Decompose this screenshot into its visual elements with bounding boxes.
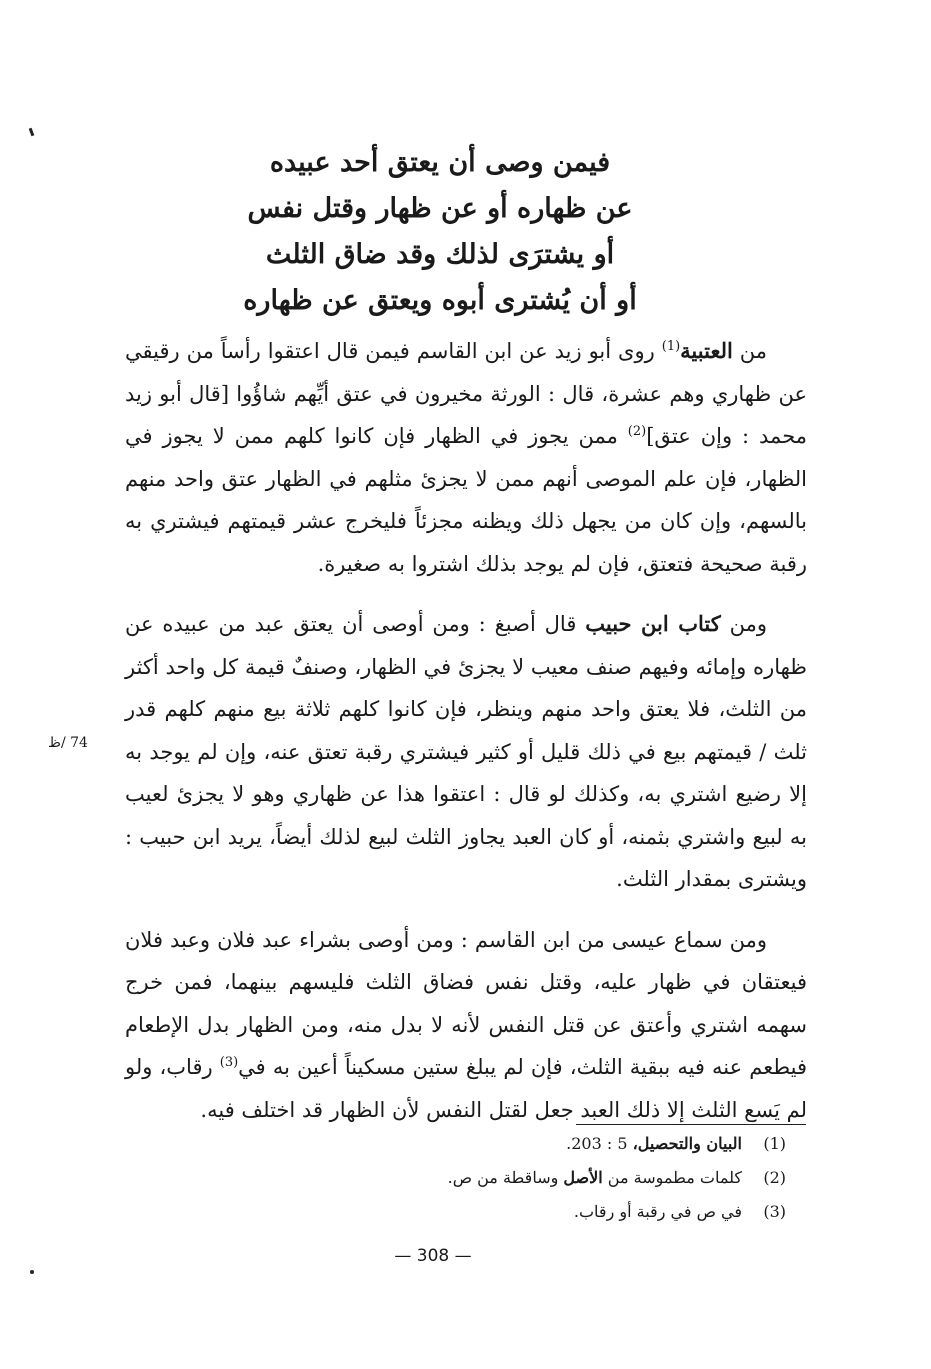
footnote-number: (2) xyxy=(763,1168,786,1187)
stray-mark-bottom xyxy=(30,1270,34,1274)
paragraph-2-lead: ومن xyxy=(720,612,767,636)
page-number: — 308 — xyxy=(394,1246,472,1266)
manuscript-folio-note: 74 /ظ xyxy=(48,735,88,751)
footnote-ref-3: (3) xyxy=(219,1055,239,1070)
paragraph-3-text-b: رقاب، ولو لم يَسع الثلث إلا ذلك العبد جعل لقتل النفس لأن الظهار قد اختلف فيه. xyxy=(125,1055,807,1122)
footnote-source-title: البيان والتحصيل، xyxy=(632,1134,742,1153)
footnote-ref-2: (2) xyxy=(627,424,647,439)
footnote-ref-1: (1) xyxy=(661,339,681,354)
paragraph-1-text-b: ممن يجوز في الظهار فإن كانوا كلهم ممن لا يجوز في الظهار، فإن علم الموصى أنهم ممن لا يجزئ مثلهم في الظهار عتق واحد منهم بالسهم، وإن كان من يجهل ذلك ويظنه مجزئاً فليخرج عشر قيمتهم فيشتري به رقبة صحيحة فتعتق، فإن لم يوجد بذلك اشتروا به صغيرة. xyxy=(125,424,807,576)
footnote-text-before: كلمات مطموسة من xyxy=(602,1168,742,1187)
heading-line-3: أو يشترَى لذلك وقد ضاق الثلث xyxy=(265,239,615,270)
paragraph-3 xyxy=(125,919,807,1132)
paragraph-1-lead: من xyxy=(732,339,767,363)
source-name-ibn-habib: كتاب ابن حبيب xyxy=(585,611,721,636)
footnote-text xyxy=(448,1168,742,1187)
footnote-2 xyxy=(300,1168,786,1202)
heading-line-1: فيمن وصى أن يعتق أحد عبيده xyxy=(269,147,611,178)
footnote-1 xyxy=(300,1134,786,1168)
heading-line-2: عن ظهاره أو عن ظهار وقتل نفس xyxy=(247,193,633,224)
footnote-text xyxy=(566,1134,742,1153)
paragraph-1-text-a: روى أبو زيد عن ابن القاسم فيمن قال اعتقوا رأساً من رقيقي عن ظهاري وهم عشرة، قال : الورثة مخيرون في عتق أيِّهم شاؤُوا [قال أبو زيد محمد : وإن عتق] xyxy=(125,339,807,448)
section-heading xyxy=(240,140,640,324)
stray-mark-top xyxy=(29,128,35,137)
footnote-bold-term: الأصل xyxy=(563,1168,603,1187)
paragraph-2-text: قال أصبغ : ومن أوصى أن يعتق عبد من عبيده عن ظهاره وإمائه وفيهم صنف معيب لا يجزئ في الظهار، وصنفٌ قيمة كل واحد أكثر من الثلث، فلا يعتق واحد منهم وينظر، فإن كانوا كلهم ثلاثة بيع منهم كلهم قدر ثلث / قيمتهم بيع في ذلك قليل أو كثير فيشتري رقبة تعتق عنه، وإن لم يوجد به إلا رضيع اشتري به، وكذلك لو قال : اعتقوا هذا عن ظهاري وهو لا يجزئ لعيب به لبيع واشتري بثمنه، أو كان العبد يجاوز الثلث لبيع لذلك أيضاً، يريد ابن حبيب : ويشترى بمقدار الثلث. xyxy=(125,612,807,891)
source-name-utbiyya: العتبية xyxy=(680,338,733,363)
paragraph-2 xyxy=(125,603,807,901)
footnotes xyxy=(300,1134,786,1236)
heading-line-4: أو أن يُشترى أبوه ويعتق عن ظهاره xyxy=(243,285,637,316)
footnote-text-after: وساقطة من ص. xyxy=(447,1168,564,1187)
body-text xyxy=(125,330,807,1131)
paragraph-1 xyxy=(125,330,807,585)
paragraph-3-text-a: ومن سماع عيسى من ابن القاسم : ومن أوصى بشراء عبد فلان وعبد فلان فيعتقان في ظهار عليه، وقتل نفس فضاق الثلث فليسهم بينهما، فمن خرج سهمه اشتري وأعتق عن قتل النفس لأنه لا بدل منه، ومن الظهار بدل الإطعام فيطعم عنه فيه ببقية الثلث، فإن لم يبلغ ستين مسكيناً أعين به في xyxy=(125,927,807,1079)
footnote-number: (1) xyxy=(763,1134,786,1153)
footnote-text: في ص في رقبة أو رقاب. xyxy=(573,1202,742,1221)
footnote-3 xyxy=(300,1202,786,1236)
footnote-citation: 5 : 203. xyxy=(566,1134,633,1153)
footnote-number: (3) xyxy=(763,1202,786,1221)
footnote-divider xyxy=(576,1124,806,1125)
